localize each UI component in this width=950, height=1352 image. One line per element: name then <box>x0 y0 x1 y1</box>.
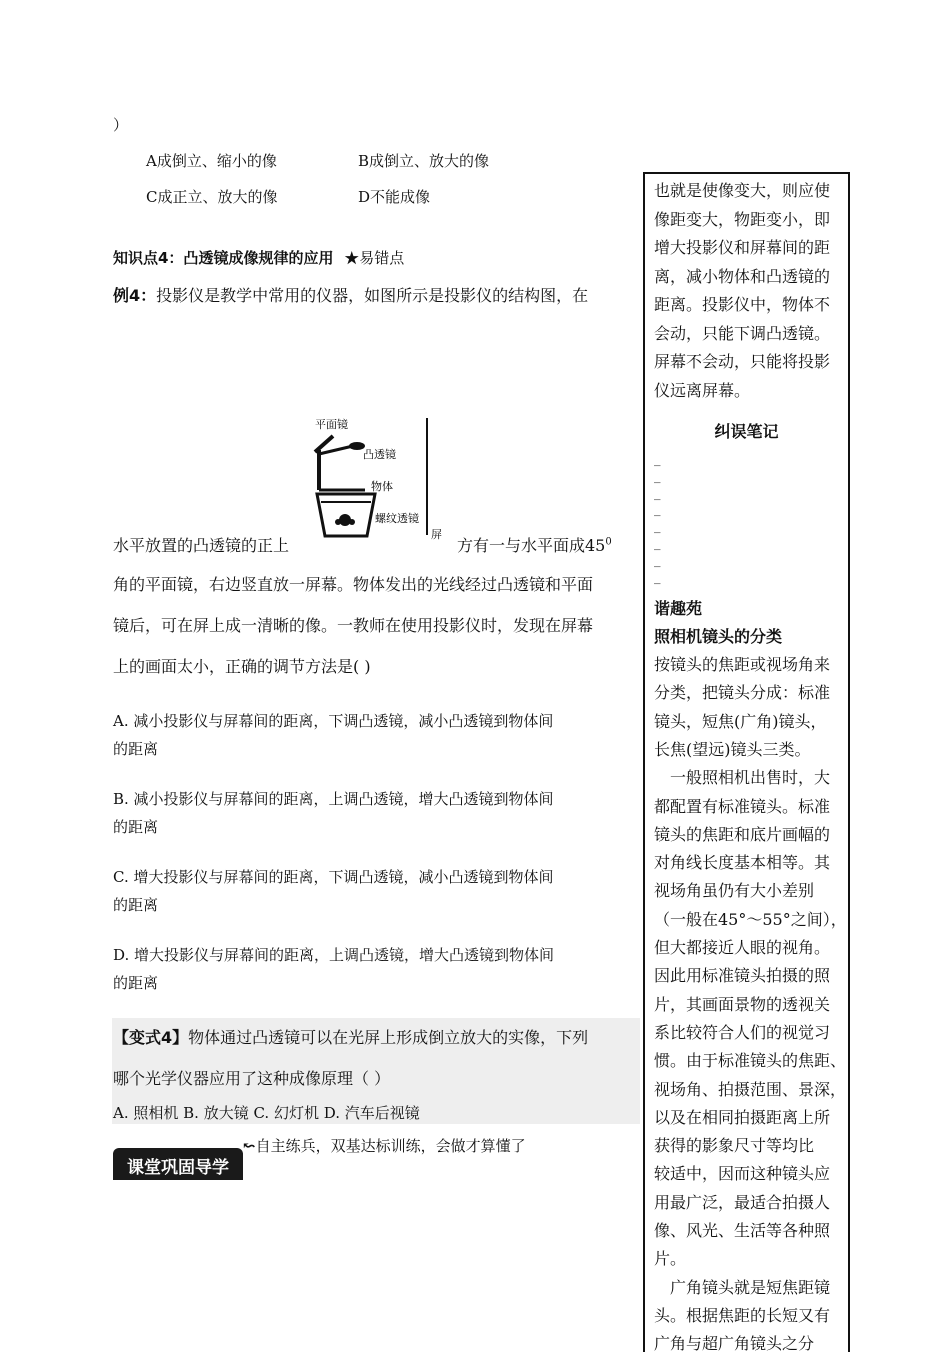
option-d: D不能成像 <box>358 188 431 206</box>
fun-line: 较适中，因而这种镜头应 <box>654 1164 831 1184</box>
fun-line: 头。根据焦距的长短又有 <box>654 1305 831 1325</box>
question-bracket: ） <box>113 116 129 134</box>
note-dash: _ <box>654 485 661 501</box>
example-option-c: C. 增大投影仪与屏幕间的距离，下调凸透镜，减小凸透镜到物体间 <box>113 868 554 886</box>
example-line-2-right <box>457 533 612 556</box>
label-mirror: 平面镜 <box>315 418 348 431</box>
example-line-1 <box>113 283 588 306</box>
fun-subtitle: 照相机镜头的分类 <box>654 627 783 646</box>
fun-line: 镜头的焦距和底片画幅的 <box>654 824 831 844</box>
notes-title: 纠误笔记 <box>714 422 779 441</box>
fun-line: 像、风光、生活等各种照 <box>654 1221 831 1240</box>
variant-line-2: 哪个光学仪器应用了这种成像原理（ ） <box>113 1069 391 1088</box>
analysis-line: 屏幕不会动，只能将投影 <box>654 352 831 371</box>
fun-line: 系比较符合人们的视觉习 <box>654 1022 831 1042</box>
plane-mirror <box>315 436 333 452</box>
label-screen: 屏 <box>431 528 442 541</box>
section-badge: 课堂巩固导学 <box>113 1148 243 1180</box>
knowledge-title: 知识点4：凸透镜成像规律的应用 <box>113 249 334 267</box>
option-c: C成正立、放大的像 <box>146 188 278 206</box>
fun-line: 对角线长度基本相等。其 <box>654 853 831 873</box>
analysis-line: 也就是使像变大，则应使 <box>654 181 831 200</box>
variant-line-1 <box>113 1025 588 1048</box>
fun-line: 视场角、拍摄范围、景深， <box>654 1079 847 1099</box>
variant-options: A. 照相机 B. 放大镜 C. 幻灯机 D. 汽车后视镜 <box>113 1104 420 1122</box>
note-dash: _ <box>654 536 661 551</box>
example-line-4: 镜后，可在屏上成一清晰的像。一教师在使用投影仪时，发现在屏幕 <box>113 616 594 635</box>
fun-line: 获得的影象尺寸等均比 <box>654 1136 815 1156</box>
light-path <box>319 446 353 454</box>
fun-line: 用最广泛，最适合拍摄人 <box>654 1192 831 1212</box>
degree-mark: 0 <box>605 536 612 548</box>
note-dash: _ <box>654 552 661 568</box>
note-dash: _ <box>654 502 661 518</box>
practice-text: 自主练兵，双基达标训练，会做才算懂了 <box>255 1137 526 1155</box>
analysis-line: 像距变大，物距变小，即 <box>654 209 831 229</box>
example-line-3: 角的平面镜，右边竖直放一屏幕。物体发出的光线经过凸透镜和平面 <box>113 575 594 594</box>
knowledge-heading <box>113 247 404 268</box>
example-option-b-cont: 的距离 <box>113 818 159 836</box>
projector-diagram <box>305 410 455 550</box>
note-dash: _ <box>654 452 661 467</box>
analysis-line: 增大投影仪和屏幕间的距 <box>654 238 831 257</box>
example-option-a-cont: 的距离 <box>113 740 159 758</box>
fun-line: 以及在相同拍摄距离上所 <box>654 1107 831 1127</box>
fun-line: 都配置有标准镜头。标准 <box>654 796 831 816</box>
fun-line: 但大都接近人眼的视角。 <box>654 938 831 957</box>
fun-line: 视场角虽仍有大小差别 <box>654 881 815 901</box>
fun-line: 因此用标准镜头拍摄的照 <box>654 966 831 986</box>
option-b: B成倒立、放大的像 <box>358 152 490 170</box>
analysis-line: 距离。投影仪中，物体不 <box>654 295 831 314</box>
fun-line: 片，其画面景物的透视关 <box>654 994 831 1014</box>
fun-line: 广角与超广角镜头之分 <box>654 1334 815 1352</box>
fun-line: 分类，把镜头分成：标准 <box>654 683 831 703</box>
label-object: 物体 <box>371 480 393 493</box>
example-option-a: A. 减小投影仪与屏幕间的距离，下调凸透镜，减小凸透镜到物体间 <box>113 712 554 730</box>
example-option-c-cont: 的距离 <box>113 896 159 914</box>
fun-line: 镜头，短焦(广角)镜头， <box>654 711 827 731</box>
fun-line: 一般照相机出售时，大 <box>654 768 831 788</box>
example-line-5: 上的画面太小，正确的调节方法是( ) <box>113 657 371 676</box>
error-prone-tag: ★易错点 <box>344 249 405 267</box>
scroll-icon: ↜ <box>243 1137 256 1155</box>
fun-line: 惯。由于标准镜头的焦距、 <box>654 1051 847 1071</box>
analysis-line: 会动，只能下调凸透镜。 <box>654 323 831 343</box>
example-text-1: 投影仪是教学中常用的仪器，如图所示是投影仪的结构图，在 <box>156 286 589 305</box>
sidebar-panel <box>643 172 850 1352</box>
note-dash: _ <box>654 519 661 535</box>
example-line-2-left: 水平放置的凸透镜的正上 <box>113 536 290 555</box>
variant-label: 【变式4】 <box>113 1028 189 1047</box>
analysis-line: 离，减小物体和凸透镜的 <box>654 266 831 286</box>
fun-line: 广角镜头就是短焦距镜 <box>654 1277 831 1297</box>
example-text-2: 方有一与水平面成45 <box>457 536 606 555</box>
variant-text-1: 物体通过凸透镜可以在光屏上形成倒立放大的实像，下列 <box>188 1028 589 1047</box>
object-shape <box>339 514 351 526</box>
note-dash: _ <box>654 468 661 484</box>
example-option-d: D. 增大投影仪与屏幕间的距离，上调凸透镜，增大凸透镜到物体间 <box>113 946 555 964</box>
fun-line: 长焦(望远)镜头三类。 <box>654 739 811 759</box>
note-dash: _ <box>654 569 661 585</box>
fun-line: 片。 <box>654 1249 687 1269</box>
option-a: A成倒立、缩小的像 <box>146 152 277 170</box>
analysis-line: 仪远离屏幕。 <box>654 380 751 400</box>
fun-line: 按镜头的焦距或视场角来 <box>654 655 831 674</box>
fun-title: 谐趣苑 <box>654 599 703 618</box>
fun-line: （一般在45°～55°之间）， <box>654 909 847 929</box>
practice-line <box>243 1135 526 1156</box>
example-label: 例4： <box>113 286 157 305</box>
label-lens: 凸透镜 <box>363 448 396 461</box>
label-fresnel: 螺纹透镜 <box>375 512 419 525</box>
example-option-b: B. 减小投影仪与屏幕间的距离，上调凸透镜，增大凸透镜到物体间 <box>113 790 554 808</box>
example-option-d-cont: 的距离 <box>113 974 159 992</box>
